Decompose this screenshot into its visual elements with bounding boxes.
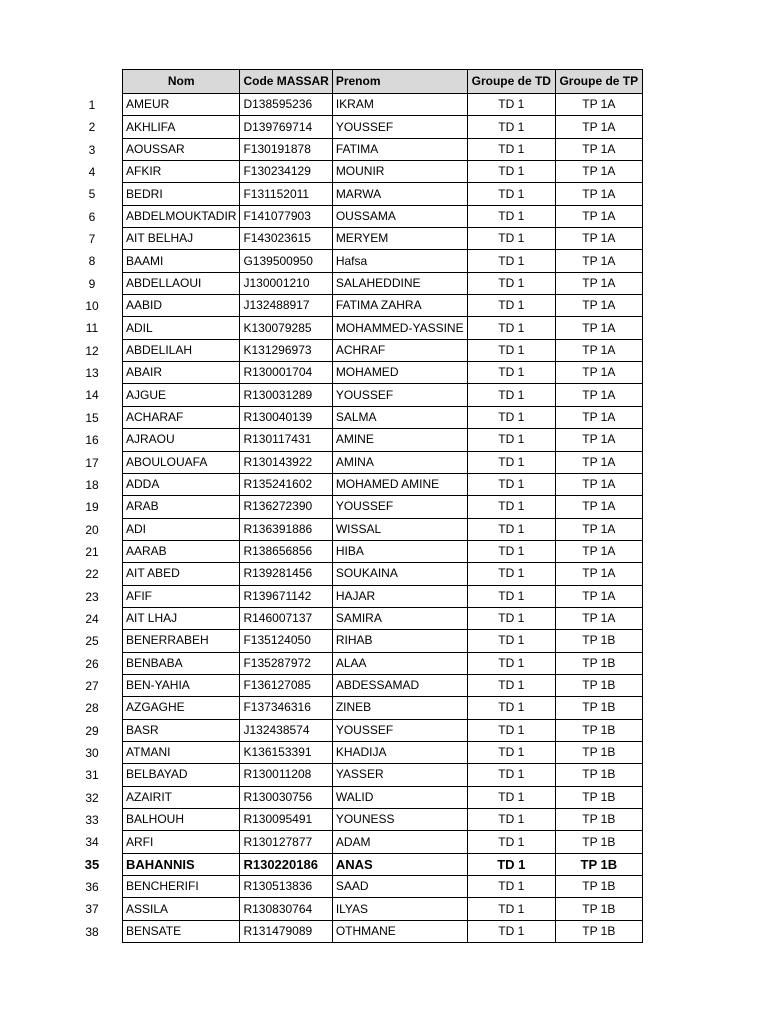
cell-nom: AKHLIFA	[123, 116, 240, 138]
cell-prenom: AMINE	[332, 429, 467, 451]
row-number: 31	[85, 768, 99, 783]
cell-groupe-td: TD 1	[467, 853, 555, 875]
cell-prenom: SOUKAINA	[332, 563, 467, 585]
cell-nom: BELBAYAD	[123, 764, 240, 786]
cell-code-massar: R130220186	[240, 853, 332, 875]
cell-groupe-tp: TP 1A	[555, 563, 642, 585]
table-row	[123, 496, 643, 518]
cell-groupe-td: TD 1	[467, 652, 555, 674]
row-number: 22	[85, 567, 99, 582]
table-row	[123, 295, 643, 317]
cell-code-massar: R135241602	[240, 473, 332, 495]
cell-groupe-tp: TP 1B	[555, 697, 642, 719]
cell-nom: BENCHERIFI	[123, 876, 240, 898]
cell-groupe-td: TD 1	[467, 518, 555, 540]
cell-nom: ACHARAF	[123, 406, 240, 428]
table-row	[123, 764, 643, 786]
cell-prenom: ADAM	[332, 831, 467, 853]
cell-groupe-td: TD 1	[467, 741, 555, 763]
cell-groupe-td: TD 1	[467, 228, 555, 250]
row-number: 33	[85, 813, 99, 827]
cell-groupe-tp: TP 1A	[555, 451, 642, 473]
cell-nom: ABDELILAH	[123, 339, 240, 361]
row-number: 3	[88, 142, 96, 157]
cell-groupe-tp: TP 1A	[555, 496, 642, 518]
table-row	[123, 183, 643, 205]
row-number: 16	[85, 433, 99, 448]
table-row	[123, 250, 643, 272]
row-number: 23	[85, 589, 99, 604]
cell-groupe-td: TD 1	[467, 630, 555, 652]
row-number: 12	[85, 343, 99, 358]
row-number: 18	[85, 477, 99, 492]
cell-groupe-tp: TP 1B	[555, 898, 642, 920]
cell-nom: AJRAOU	[123, 429, 240, 451]
table-row	[123, 518, 643, 540]
cell-prenom: YOUSSEF	[332, 116, 467, 138]
cell-prenom: ILYAS	[332, 898, 467, 920]
cell-groupe-tp: TP 1A	[555, 317, 642, 339]
cell-groupe-td: TD 1	[467, 809, 555, 831]
header-row	[123, 70, 643, 94]
cell-code-massar: R146007137	[240, 607, 332, 629]
row-number: 32	[85, 790, 99, 805]
table-row	[123, 339, 643, 361]
cell-groupe-td: TD 1	[467, 540, 555, 562]
cell-prenom: YOUNESS	[332, 809, 467, 831]
cell-prenom: Hafsa	[332, 250, 467, 272]
table-row	[123, 205, 643, 227]
cell-groupe-tp: TP 1A	[555, 429, 642, 451]
cell-groupe-tp: TP 1A	[555, 94, 642, 116]
table-row	[123, 920, 643, 942]
cell-groupe-tp: TP 1B	[555, 741, 642, 763]
cell-groupe-td: TD 1	[467, 429, 555, 451]
cell-groupe-td: TD 1	[467, 406, 555, 428]
cell-groupe-tp: TP 1A	[555, 362, 642, 384]
cell-prenom: SALMA	[332, 406, 467, 428]
cell-nom: AIT ABED	[123, 563, 240, 585]
table-row	[123, 451, 643, 473]
cell-code-massar: R139671142	[240, 585, 332, 607]
cell-groupe-tp: TP 1A	[555, 183, 642, 205]
cell-groupe-tp: TP 1A	[555, 161, 642, 183]
cell-nom: BENERRABEH	[123, 630, 240, 652]
cell-groupe-td: TD 1	[467, 272, 555, 294]
cell-code-massar: G139500950	[240, 250, 332, 272]
cell-code-massar: D138595236	[240, 94, 332, 116]
row-number: 37	[85, 902, 99, 917]
cell-groupe-tp: TP 1B	[555, 920, 642, 942]
cell-groupe-td: TD 1	[467, 898, 555, 920]
cell-groupe-td: TD 1	[467, 183, 555, 205]
cell-prenom: RIHAB	[332, 630, 467, 652]
cell-groupe-td: TD 1	[467, 831, 555, 853]
row-number: 28	[85, 701, 99, 716]
cell-nom: ADI	[123, 518, 240, 540]
cell-groupe-tp: TP 1A	[555, 384, 642, 406]
cell-nom: BALHOUH	[123, 809, 240, 831]
row-number: 10	[85, 299, 99, 314]
cell-groupe-td: TD 1	[467, 205, 555, 227]
table-row	[123, 831, 643, 853]
header-code-massar: Code MASSAR	[240, 70, 332, 94]
cell-prenom: WALID	[332, 786, 467, 808]
cell-nom: AIT BELHAJ	[123, 228, 240, 250]
cell-prenom: YOUSSEF	[332, 496, 467, 518]
row-number-column	[70, 94, 114, 943]
cell-prenom: YASSER	[332, 764, 467, 786]
cell-groupe-td: TD 1	[467, 563, 555, 585]
cell-code-massar: F137346316	[240, 697, 332, 719]
cell-code-massar: F131152011	[240, 183, 332, 205]
row-number: 11	[85, 321, 99, 336]
cell-prenom: MERYEM	[332, 228, 467, 250]
table-row	[123, 741, 643, 763]
cell-groupe-td: TD 1	[467, 876, 555, 898]
cell-groupe-td: TD 1	[467, 496, 555, 518]
row-number: 35	[84, 856, 100, 872]
cell-groupe-td: TD 1	[467, 674, 555, 696]
cell-groupe-td: TD 1	[467, 697, 555, 719]
cell-prenom: ZINEB	[332, 697, 467, 719]
row-number: 14	[85, 388, 99, 403]
cell-groupe-td: TD 1	[467, 161, 555, 183]
cell-code-massar: F130234129	[240, 161, 332, 183]
row-number: 7	[88, 232, 96, 247]
cell-nom: ABAIR	[123, 362, 240, 384]
cell-code-massar: F130191878	[240, 138, 332, 160]
cell-nom: BAAMI	[123, 250, 240, 272]
cell-code-massar: R136272390	[240, 496, 332, 518]
row-number: 30	[85, 745, 99, 760]
cell-prenom: OTHMANE	[332, 920, 467, 942]
row-number: 38	[85, 924, 99, 939]
cell-nom: AFKIR	[123, 161, 240, 183]
cell-code-massar: K130079285	[240, 317, 332, 339]
cell-prenom: ALAA	[332, 652, 467, 674]
row-number: 1	[88, 98, 96, 112]
cell-groupe-td: TD 1	[467, 250, 555, 272]
cell-code-massar: K136153391	[240, 741, 332, 763]
cell-code-massar: R130117431	[240, 429, 332, 451]
cell-code-massar: R130513836	[240, 876, 332, 898]
table-row	[123, 630, 643, 652]
cell-groupe-tp: TP 1A	[555, 406, 642, 428]
row-number: 13	[85, 366, 99, 381]
cell-groupe-tp: TP 1A	[555, 228, 642, 250]
cell-code-massar: R139281456	[240, 563, 332, 585]
cell-nom: ASSILA	[123, 898, 240, 920]
cell-groupe-tp: TP 1A	[555, 540, 642, 562]
cell-code-massar: F135287972	[240, 652, 332, 674]
cell-nom: BENBABA	[123, 652, 240, 674]
table-row	[123, 563, 643, 585]
cell-groupe-tp: TP 1A	[555, 295, 642, 317]
cell-prenom: OUSSAMA	[332, 205, 467, 227]
cell-nom: ABDELLAOUI	[123, 272, 240, 294]
cell-nom: AMEUR	[123, 94, 240, 116]
row-number: 20	[85, 522, 99, 537]
cell-nom: AABID	[123, 295, 240, 317]
cell-groupe-td: TD 1	[467, 362, 555, 384]
table-row	[123, 138, 643, 160]
cell-code-massar: R136391886	[240, 518, 332, 540]
cell-groupe-tp: TP 1A	[555, 250, 642, 272]
cell-code-massar: R130030756	[240, 786, 332, 808]
row-number: 15	[85, 410, 99, 425]
cell-groupe-tp: TP 1B	[555, 719, 642, 741]
cell-nom: AZGAGHE	[123, 697, 240, 719]
cell-code-massar: R130001704	[240, 362, 332, 384]
cell-prenom: IKRAM	[332, 94, 467, 116]
row-number: 21	[85, 544, 99, 559]
cell-groupe-td: TD 1	[467, 116, 555, 138]
cell-groupe-td: TD 1	[467, 384, 555, 406]
cell-nom: AJGUE	[123, 384, 240, 406]
cell-code-massar: R130830764	[240, 898, 332, 920]
cell-code-massar: R130040139	[240, 406, 332, 428]
cell-nom: ADIL	[123, 317, 240, 339]
cell-prenom: FATIMA ZAHRA	[332, 295, 467, 317]
cell-groupe-tp: TP 1A	[555, 339, 642, 361]
cell-groupe-tp: TP 1A	[555, 607, 642, 629]
cell-groupe-td: TD 1	[467, 451, 555, 473]
cell-prenom: MOUNIR	[332, 161, 467, 183]
table-row	[123, 161, 643, 183]
row-number: 9	[88, 276, 96, 291]
cell-code-massar: F136127085	[240, 674, 332, 696]
cell-prenom: HIBA	[332, 540, 467, 562]
cell-groupe-tp: TP 1B	[555, 630, 642, 652]
cell-groupe-tp: TP 1B	[555, 853, 642, 875]
cell-code-massar: R130143922	[240, 451, 332, 473]
cell-nom: BENSATE	[123, 920, 240, 942]
cell-groupe-tp: TP 1A	[555, 518, 642, 540]
row-number: 17	[85, 455, 99, 470]
cell-nom: BEN-YAHIA	[123, 674, 240, 696]
cell-prenom: MOHAMMED-YASSINE	[332, 317, 467, 339]
cell-code-massar: F143023615	[240, 228, 332, 250]
table-row	[123, 786, 643, 808]
cell-prenom: KHADIJA	[332, 741, 467, 763]
cell-prenom: WISSAL	[332, 518, 467, 540]
table-row	[123, 898, 643, 920]
cell-groupe-tp: TP 1B	[555, 831, 642, 853]
cell-prenom: AMINA	[332, 451, 467, 473]
table-row	[123, 652, 643, 674]
cell-prenom: ACHRAF	[332, 339, 467, 361]
cell-code-massar: K131296973	[240, 339, 332, 361]
table-row	[123, 272, 643, 294]
table-row	[123, 94, 643, 116]
cell-groupe-td: TD 1	[467, 585, 555, 607]
table-row	[123, 116, 643, 138]
cell-prenom: FATIMA	[332, 138, 467, 160]
cell-groupe-td: TD 1	[467, 920, 555, 942]
cell-code-massar: R130095491	[240, 809, 332, 831]
header-prenom: Prenom	[332, 70, 467, 94]
cell-code-massar: R130031289	[240, 384, 332, 406]
cell-code-massar: J132488917	[240, 295, 332, 317]
cell-groupe-td: TD 1	[467, 339, 555, 361]
cell-groupe-td: TD 1	[467, 719, 555, 741]
cell-groupe-tp: TP 1B	[555, 876, 642, 898]
cell-nom: AOUSSAR	[123, 138, 240, 160]
cell-prenom: MOHAMED	[332, 362, 467, 384]
cell-prenom: ABDESSAMAD	[332, 674, 467, 696]
cell-groupe-tp: TP 1A	[555, 272, 642, 294]
cell-nom: AIT LHAJ	[123, 607, 240, 629]
cell-groupe-tp: TP 1A	[555, 585, 642, 607]
row-number: 25	[85, 634, 99, 649]
table-row	[123, 607, 643, 629]
cell-prenom: SALAHEDDINE	[332, 272, 467, 294]
cell-groupe-td: TD 1	[467, 786, 555, 808]
cell-groupe-tp: TP 1B	[555, 652, 642, 674]
cell-groupe-td: TD 1	[467, 607, 555, 629]
cell-code-massar: R130127877	[240, 831, 332, 853]
cell-nom: ABOULOUAFA	[123, 451, 240, 473]
cell-prenom: SAAD	[332, 876, 467, 898]
cell-prenom: MOHAMED AMINE	[332, 473, 467, 495]
cell-groupe-td: TD 1	[467, 764, 555, 786]
cell-prenom: HAJAR	[332, 585, 467, 607]
cell-groupe-tp: TP 1A	[555, 138, 642, 160]
cell-groupe-td: TD 1	[467, 94, 555, 116]
cell-nom: BEDRI	[123, 183, 240, 205]
row-number: 24	[85, 611, 99, 626]
table-row	[123, 853, 643, 875]
cell-nom: ARAB	[123, 496, 240, 518]
row-number: 26	[85, 656, 99, 671]
table-row	[123, 809, 643, 831]
table-row	[123, 228, 643, 250]
header-groupe-tp: Groupe de TP	[555, 70, 642, 94]
cell-nom: AZAIRIT	[123, 786, 240, 808]
table-row	[123, 876, 643, 898]
cell-nom: BAHANNIS	[123, 853, 240, 875]
row-number: 5	[88, 187, 96, 202]
cell-groupe-td: TD 1	[467, 295, 555, 317]
table-row	[123, 429, 643, 451]
cell-groupe-tp: TP 1B	[555, 674, 642, 696]
cell-groupe-tp: TP 1A	[555, 473, 642, 495]
row-number: 4	[88, 165, 96, 180]
row-number: 34	[85, 835, 99, 850]
cell-groupe-td: TD 1	[467, 473, 555, 495]
cell-prenom: MARWA	[332, 183, 467, 205]
cell-groupe-tp: TP 1A	[555, 116, 642, 138]
student-table	[122, 69, 643, 943]
cell-code-massar: F135124050	[240, 630, 332, 652]
row-number: 29	[85, 723, 99, 738]
cell-prenom: ANAS	[332, 853, 467, 875]
cell-groupe-td: TD 1	[467, 138, 555, 160]
cell-nom: ABDELMOUKTADIR	[123, 205, 240, 227]
cell-groupe-td: TD 1	[467, 317, 555, 339]
cell-code-massar: F141077903	[240, 205, 332, 227]
cell-prenom: SAMIRA	[332, 607, 467, 629]
row-number: 27	[85, 678, 99, 693]
table-header	[123, 70, 643, 94]
cell-code-massar: R130011208	[240, 764, 332, 786]
row-number: 19	[85, 500, 99, 515]
cell-nom: AFIF	[123, 585, 240, 607]
cell-nom: BASR	[123, 719, 240, 741]
row-number: 2	[88, 120, 96, 135]
table-row	[123, 406, 643, 428]
row-number: 8	[88, 254, 96, 269]
cell-code-massar: J132438574	[240, 719, 332, 741]
cell-nom: AARAB	[123, 540, 240, 562]
cell-nom: ARFI	[123, 831, 240, 853]
row-number: 6	[88, 209, 96, 224]
table-row	[123, 473, 643, 495]
row-number: 36	[85, 880, 99, 895]
table-row	[123, 540, 643, 562]
header-groupe-td: Groupe de TD	[467, 70, 555, 94]
cell-prenom: YOUSSEF	[332, 384, 467, 406]
table-row	[123, 317, 643, 339]
cell-code-massar: R138656856	[240, 540, 332, 562]
header-nom: Nom	[123, 70, 240, 94]
table-row	[123, 362, 643, 384]
table-row	[123, 384, 643, 406]
cell-groupe-tp: TP 1B	[555, 786, 642, 808]
cell-nom: ATMANI	[123, 741, 240, 763]
cell-groupe-tp: TP 1B	[555, 764, 642, 786]
table-row	[123, 674, 643, 696]
cell-code-massar: R131479089	[240, 920, 332, 942]
cell-nom: ADDA	[123, 473, 240, 495]
table-row	[123, 585, 643, 607]
table-row	[123, 719, 643, 741]
cell-groupe-tp: TP 1B	[555, 809, 642, 831]
cell-code-massar: D139769714	[240, 116, 332, 138]
cell-prenom: YOUSSEF	[332, 719, 467, 741]
table-row	[123, 697, 643, 719]
cell-groupe-tp: TP 1A	[555, 205, 642, 227]
table-body	[123, 94, 643, 943]
cell-code-massar: J130001210	[240, 272, 332, 294]
